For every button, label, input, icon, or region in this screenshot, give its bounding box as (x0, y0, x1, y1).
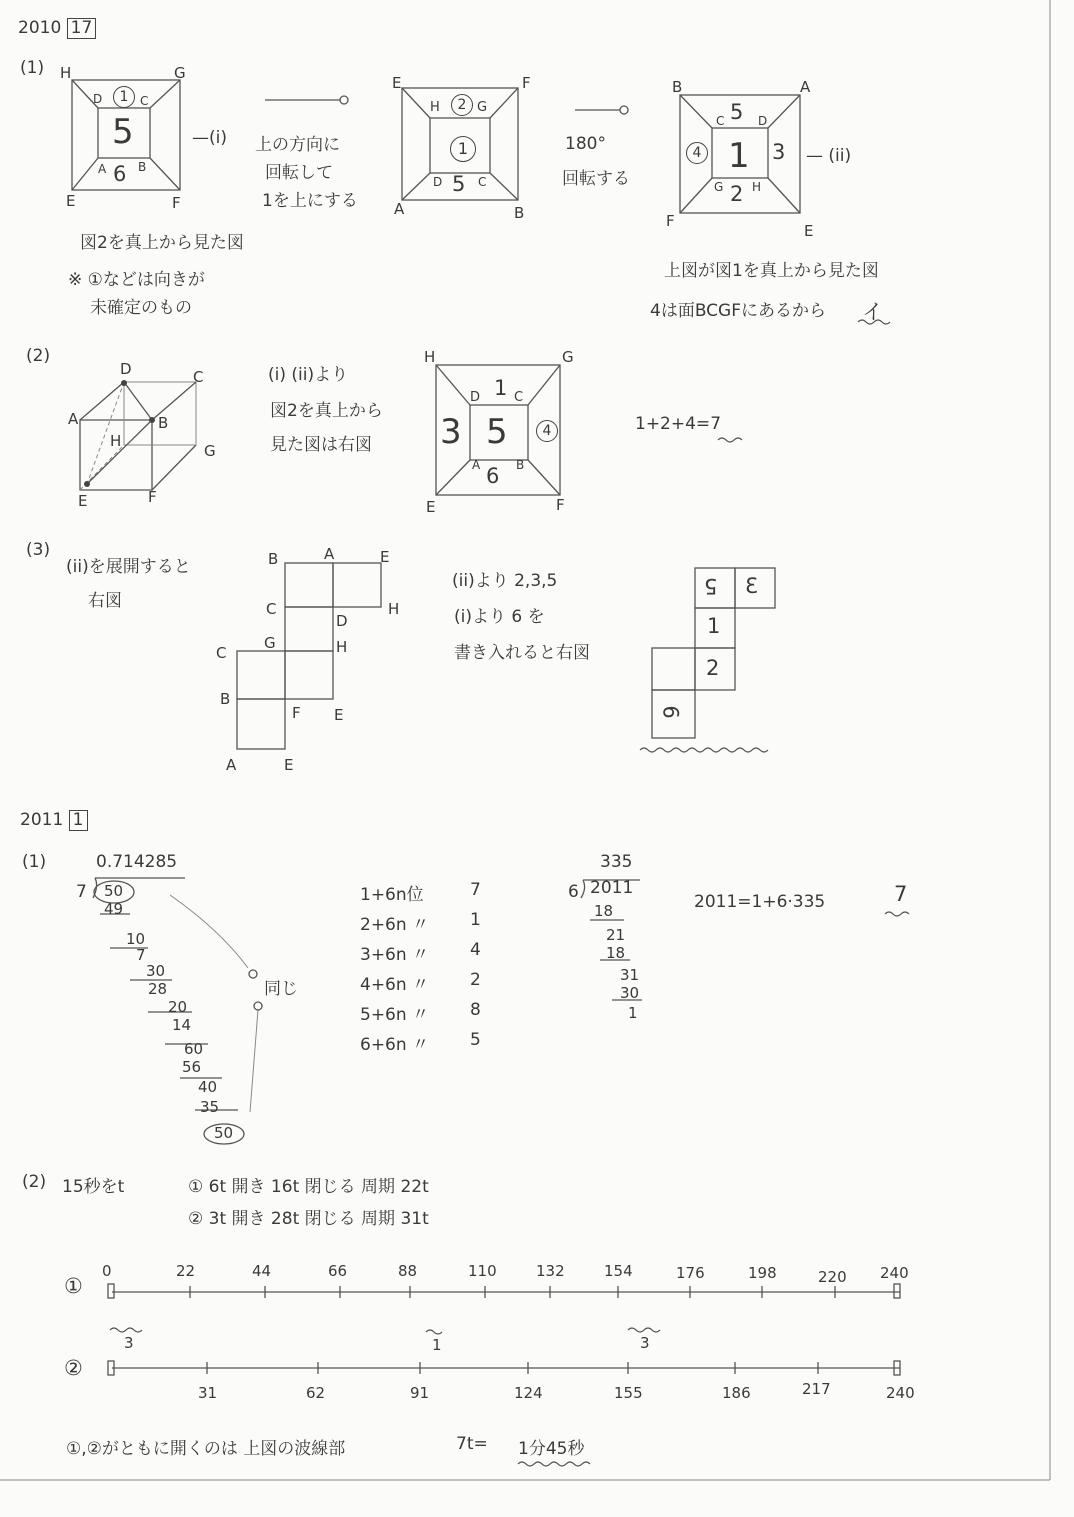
fig2-C: C (478, 175, 487, 189)
net-label-E1: E (380, 548, 390, 566)
net-label-B2: B (220, 690, 231, 708)
fig3-top: 5 (730, 100, 744, 124)
cube-B: B (158, 414, 169, 432)
p2-text-1: (i) (ii)より (268, 365, 349, 385)
axis1-label: ① (64, 1274, 83, 1298)
axis1-tick-22: 22 (176, 1262, 196, 1280)
axis1-tick-240: 240 (880, 1264, 909, 1282)
div2-step-2: 18 (606, 944, 626, 962)
q2-footer: ①,②がともに開くのは 上図の波線部 (66, 1439, 346, 1459)
p3-text-2: 右図 (88, 591, 122, 611)
header-2011 (20, 810, 88, 831)
caption1: 図2を真上から見た図 (80, 233, 244, 253)
answer-1: イ (862, 300, 883, 324)
fig1-D: D (93, 92, 103, 106)
note1: ※ ①などは向きが (68, 270, 205, 290)
p2fig-right: 4 (536, 420, 558, 442)
q1-eq: 2011=1+6·335 (694, 892, 826, 912)
q2-label: (2) (22, 1172, 47, 1192)
fig1-top: 1 (113, 86, 135, 108)
fig3-A: A (800, 78, 811, 96)
header-2010 (18, 18, 96, 39)
axis1-drawing (108, 1284, 900, 1298)
fig3-bottom: 2 (730, 182, 744, 206)
q1-step-2: 10 (126, 930, 146, 948)
q2-result-eq: 7t= (456, 1434, 488, 1454)
axis1-tick-66: 66 (328, 1262, 348, 1280)
div2-step-3: 31 (620, 966, 640, 984)
cube-C: C (193, 368, 204, 386)
p2fig-G: G (562, 348, 574, 366)
p3-label: (3) (26, 540, 51, 560)
fig2-top: 2 (451, 94, 473, 116)
fig2-F: F (522, 74, 531, 92)
q1-step-9: 56 (182, 1058, 202, 1076)
fig1-center: 5 (112, 112, 134, 152)
q1-same: 同じ (264, 979, 298, 999)
fig3-B: B (672, 78, 683, 96)
q1-divisor: 7 (76, 882, 87, 902)
p2fig-B: B (516, 458, 525, 472)
fig1-tag: —(i) (192, 128, 227, 148)
q1-step-7: 14 (172, 1016, 192, 1034)
net-label-E3: E (284, 756, 294, 774)
axis1-tick-220: 220 (818, 1268, 847, 1286)
step1-line2: 回転して (265, 163, 333, 183)
axis1-tick-198: 198 (748, 1264, 777, 1282)
cube-D: D (120, 360, 132, 378)
q1-quotient: 0.714285 (96, 852, 178, 872)
p2fig-D: D (470, 390, 481, 405)
axis1-mark-0: 3 (124, 1334, 134, 1352)
q1-table-k0: 1+6n位 (360, 885, 424, 905)
fig1-F: F (172, 194, 181, 212)
q2-unit: 15秒をt (62, 1177, 125, 1197)
axis1-tick-110: 110 (468, 1262, 497, 1280)
fig3-F: F (666, 212, 675, 230)
net-label-D: D (336, 612, 348, 630)
net-value-2: 2 (706, 656, 720, 680)
axis2-tick-240: 240 (886, 1384, 915, 1402)
fig3-tag: — (ii) (806, 146, 852, 166)
p1-label: (1) (20, 58, 45, 78)
p2fig-A: A (472, 458, 481, 472)
net-label-E2: E (334, 706, 344, 724)
q1-table-k2: 3+6n 〃 (360, 945, 430, 965)
p2fig-center: 5 (486, 412, 508, 452)
div2-step-1: 21 (606, 926, 626, 944)
axis1-tick-132: 132 (536, 1262, 565, 1280)
net-value-3: 3 (745, 574, 759, 598)
div2-quotient: 335 (600, 852, 633, 872)
fig1-H: H (60, 64, 72, 82)
q1-table-v5: 5 (470, 1030, 481, 1050)
fig2-bottom: 5 (452, 172, 466, 196)
q1-step-0: 50 (104, 882, 124, 900)
step2-line2: 回転する (562, 169, 630, 189)
caption3: 上図が図1を真上から見た図 (664, 261, 879, 281)
net-label-B1: B (268, 550, 279, 568)
q1-answer: 7 (894, 882, 908, 906)
axis1-tick-44: 44 (252, 1262, 272, 1280)
fig2-H: H (430, 100, 440, 115)
net-label-F: F (292, 704, 301, 722)
axis1-tick-154: 154 (604, 1262, 633, 1280)
p3-text2-3: 書き入れると右図 (454, 643, 590, 663)
p2fig-bottom: 6 (486, 464, 500, 488)
note2: 未確定のもの (90, 298, 192, 318)
p2fig-C: C (514, 390, 524, 405)
q1-table-v2: 4 (470, 940, 481, 960)
fig2-D: D (433, 175, 443, 189)
fig1-B: B (138, 160, 147, 174)
q1-table-k5: 6+6n 〃 (360, 1035, 430, 1055)
fig1-A: A (98, 162, 107, 176)
div2-step-4: 30 (620, 984, 640, 1002)
p2fig-F: F (556, 496, 565, 514)
fig2-G: G (477, 100, 488, 115)
p3-text2-1: (ii)より 2,3,5 (452, 571, 558, 591)
fig1-C: C (140, 94, 149, 108)
fig2-center: 1 (450, 136, 476, 162)
div2-divisor: 6 (568, 882, 579, 902)
q1-step-8: 60 (184, 1040, 204, 1058)
p2-sum (635, 414, 721, 434)
axis2-tick-62: 62 (306, 1384, 326, 1402)
net-label-H1: H (388, 600, 400, 618)
net-label-H2: H (336, 638, 348, 656)
fig3-D: D (758, 114, 768, 128)
q1-table-k3: 4+6n 〃 (360, 975, 430, 995)
q2-line2: ② 3t 開き 28t 閉じる 周期 31t (188, 1209, 429, 1229)
div2-step-0: 18 (594, 902, 614, 920)
cube-G: G (204, 442, 216, 460)
problem-number-1: 1 (69, 810, 88, 831)
q2-line1: ① 6t 開き 16t 閉じる 周期 22t (188, 1177, 429, 1197)
axis2-tick-217: 217 (802, 1380, 831, 1398)
q2-result: 1分45秒 (518, 1439, 585, 1459)
div2-dividend: 2011 (590, 878, 634, 898)
axis2-tick-124: 124 (514, 1384, 543, 1402)
fig1-E: E (66, 192, 76, 210)
fig1-bottom: 6 (113, 162, 127, 186)
q1-table-k4: 5+6n 〃 (360, 1005, 430, 1025)
axis1-mark-1: 1 (432, 1336, 442, 1354)
net-label-G: G (264, 634, 276, 652)
year-2011: 2011 (20, 810, 64, 830)
cube-F: F (148, 488, 157, 506)
step1-line1: 上の方向に (255, 135, 340, 155)
p3-text-1: (ii)を展開すると (66, 557, 191, 577)
p2-sum-text: 1+2+4= (635, 414, 711, 434)
problem-number-17: 17 (67, 18, 97, 39)
q1-table-v3: 2 (470, 970, 481, 990)
axis2-drawing (108, 1361, 900, 1375)
fig1-G: G (174, 64, 186, 82)
p2-answer: 7 (710, 414, 722, 434)
axis2-label: ② (64, 1356, 83, 1380)
net-value-5: 5 (704, 574, 718, 598)
fig2-B: B (514, 204, 525, 222)
fig3-C: C (716, 114, 725, 128)
p2-text-2: 図2を真上から (270, 401, 383, 421)
axis1-tick-88: 88 (398, 1262, 418, 1280)
q1-step-11: 35 (200, 1098, 220, 1116)
q1-step-5: 28 (148, 980, 168, 998)
fig3-right: 3 (772, 140, 786, 164)
fig3-left: 4 (686, 142, 708, 164)
q1-step-4: 30 (146, 962, 166, 980)
axis2-tick-155: 155 (614, 1384, 643, 1402)
axis1-mark-2: 3 (640, 1334, 650, 1352)
cube-drawing (80, 380, 196, 490)
net-label-A2: A (226, 756, 237, 774)
q1-step-1: 49 (104, 900, 124, 918)
p2fig-H: H (424, 348, 436, 366)
q1-table-v1: 1 (470, 910, 481, 930)
axis2-tick-186: 186 (722, 1384, 751, 1402)
net-label-C2: C (216, 644, 227, 662)
step2-line1: 180° (565, 134, 606, 154)
q1-table-v4: 8 (470, 1000, 481, 1020)
fig3-G: G (714, 180, 724, 194)
net-label-C1: C (266, 600, 277, 618)
fig3-H: H (752, 180, 762, 194)
p3-text2-2: (i)より 6 を (454, 607, 545, 627)
answer-line-1: 4は面BCGFにあるから (650, 301, 827, 321)
year-2010: 2010 (18, 18, 62, 38)
net-drawing (237, 563, 381, 749)
axis2-tick-31: 31 (198, 1384, 218, 1402)
q1-step-3: 7 (136, 946, 146, 964)
fig3-E: E (804, 222, 814, 240)
fig2-E: E (392, 74, 402, 92)
p2fig-E: E (426, 498, 436, 516)
cube-A: A (68, 410, 79, 428)
axis2-tick-91: 91 (410, 1384, 430, 1402)
fig2-A: A (394, 200, 405, 218)
net-value-6: 6 (658, 705, 683, 719)
cube-E: E (78, 492, 88, 510)
p2fig-top: 1 (494, 376, 508, 400)
cube-H: H (110, 432, 122, 450)
q1-step-10: 40 (198, 1078, 218, 1096)
p2-label: (2) (26, 346, 51, 366)
q1-label: (1) (22, 852, 47, 872)
q1-table-v0: 7 (470, 880, 481, 900)
fig3-center: 1 (728, 136, 750, 176)
axis1-tick-176: 176 (676, 1264, 705, 1282)
q1-step-12: 50 (214, 1124, 234, 1142)
step1-line3: 1を上にする (262, 191, 358, 211)
q1-step-6: 20 (168, 998, 188, 1016)
net-value-1: 1 (707, 614, 721, 638)
net-label-A1: A (324, 545, 335, 563)
p2-text-3: 見た図は右図 (270, 435, 372, 455)
axis1-tick-0: 0 (102, 1262, 112, 1280)
q1-table-k1: 2+6n 〃 (360, 915, 430, 935)
p2fig-left: 3 (440, 412, 462, 452)
div2-step-5: 1 (628, 1004, 638, 1022)
